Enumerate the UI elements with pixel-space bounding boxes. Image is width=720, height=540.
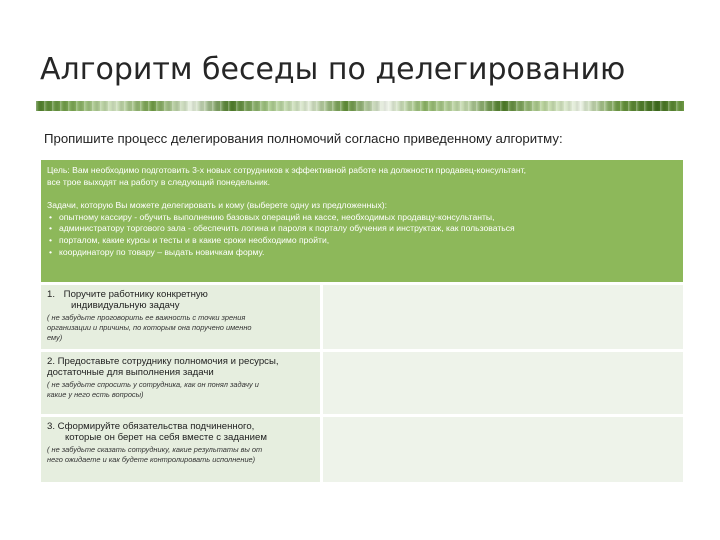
step-3-line-1: 3. Сформируйте обязательства подчиненного, xyxy=(47,421,255,432)
slide-title: Алгоритм беседы по делегированию xyxy=(40,52,626,87)
step-1-cell xyxy=(40,283,321,350)
step-2-cell xyxy=(40,350,321,415)
goal-header-cell xyxy=(40,159,684,283)
step-3-line-2: которые он берет на себя вместе с заданием xyxy=(65,432,267,444)
step-1-line-1: 1. Поручите работнику конкретную xyxy=(47,289,208,300)
task-item-continuation: • порталом, какие курсы и тесты и в какие сроки необходимо пройти, xyxy=(47,235,677,247)
task-item: • координатору по товару – выдать новичкам форму. xyxy=(47,247,677,259)
step-3-cell xyxy=(40,415,321,483)
decorative-foliage-banner xyxy=(36,101,684,111)
step-2-line-1: 2. Предоставьте сотруднику полномочия и ресурсы, xyxy=(47,356,279,367)
task-item: • опытному кассиру - обучить выполнению базовых операций на кассе, необходимых продавцу-консультанты, xyxy=(47,212,677,224)
slide-subtitle: Пропишите процесс делегирования полномочий согласно приведенному алгоритму: xyxy=(44,131,563,146)
task-item: • администратору торгового зала - обеспечить логина и пароля к порталу обучения и инструктаж, как пользоваться xyxy=(47,223,677,235)
step-3-answer-cell[interactable] xyxy=(321,415,684,483)
step-1-answer-cell[interactable] xyxy=(321,283,684,350)
step-2-line-2: достаточные для выполнения задачи xyxy=(47,367,214,379)
table-row-step-3 xyxy=(40,415,684,483)
delegation-table xyxy=(40,159,684,483)
table-row-step-2 xyxy=(40,350,684,415)
step-2-answer-cell[interactable] xyxy=(321,350,684,415)
goal-text-line-2: все трое выходят на работу в следующий понедельник. xyxy=(47,176,270,187)
tasks-list xyxy=(47,212,677,258)
table-row-step-1 xyxy=(40,283,684,350)
step-2-hint: ( не забудьте спросить у сотрудника, как он понял задачу и какие у него есть вопросы) xyxy=(47,379,259,400)
step-3-hint: ( не забудьте сказать сотруднику, какие результаты вы от него ожидаете и как будете контролировать исполнение) xyxy=(47,444,263,465)
step-1-line-2: индивидуальную задачу xyxy=(71,300,180,312)
tasks-heading: Задачи, которую Вы можете делегировать и кому (выберете одну из предложенных): xyxy=(47,200,388,211)
goal-text-line-1: Цель: Вам необходимо подготовить 3-х новых сотрудников к эффективной работе на должности продавец-консультант, xyxy=(47,165,526,175)
step-1-hint: ( не забудьте проговорить ее важность с точки зрения организации и причины, по которым она поручено именно ему) xyxy=(47,312,252,343)
